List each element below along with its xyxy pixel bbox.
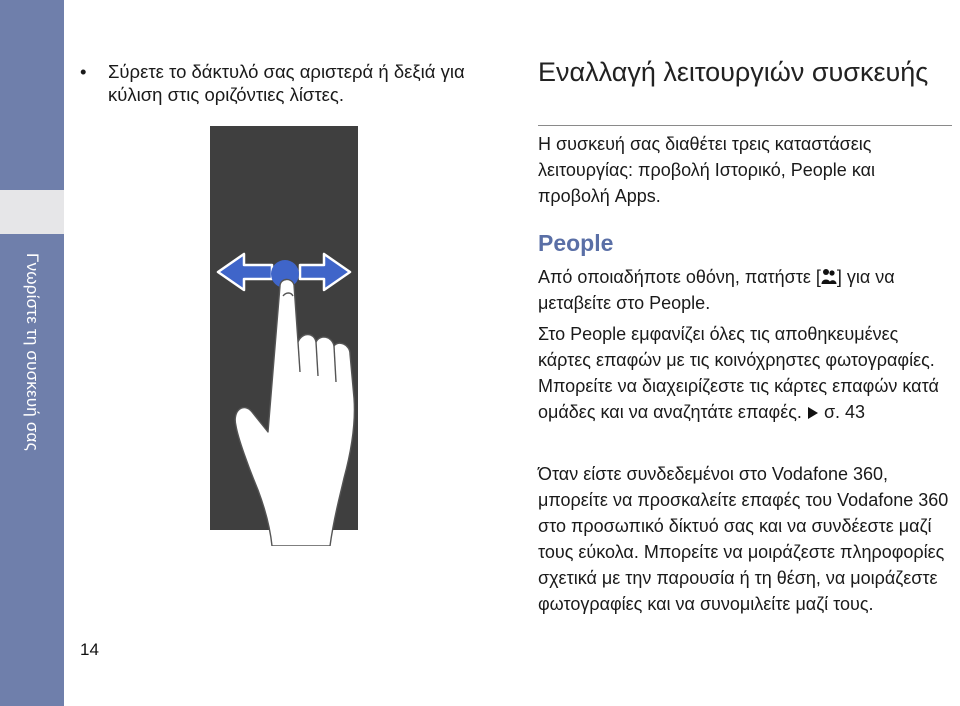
people-description-paragraph [538,321,953,425]
swipe-illustration [210,126,370,546]
people-description-text: Στο People εμφανίζει όλες τις αποθηκευμένες κάρτες επαφών με τις κοινόχρηστες φωτογραφίες. Μπορείτε να διαχειρίζεστε τις κάρτες επαφών κατά ομάδες και να αναζητάτε επαφές. [538,324,939,422]
intro-paragraph: Η συσκευή σας διαθέτει τρεις καταστάσεις λειτουργίας: προβολή Ιστορικό, People και προβολή Apps. [538,134,875,206]
swipe-instruction [80,60,500,106]
people-heading: People [538,230,614,256]
people-open-text-start: Από οποιαδήποτε οθόνη, πατήστε [ [538,267,821,287]
title-divider [538,125,952,126]
left-arrow-icon [218,254,272,290]
people-open-text-end: ] για να μεταβείτε στο People. [538,267,895,313]
section-label: Γνωρίστε τη συσκευή σας [23,253,42,451]
play-arrow-icon [807,406,819,420]
finger-hand-icon [235,279,354,546]
people-open-paragraph [538,264,953,316]
bullet-icon: • [80,61,87,82]
swipe-instruction-text: Σύρετε το δάκτυλό σας αριστερά ή δεξιά για κύλιση στις οριζόντιες λίστες. [108,61,465,105]
page-number: 14 [80,640,99,659]
side-tab [0,0,64,706]
side-tab-marker [0,190,64,234]
page-reference: σ. 43 [823,402,866,422]
page-title: Εναλλαγή λειτουργιών συσκευής [538,57,929,87]
people-icon [821,268,837,285]
vodafone-paragraph: Όταν είστε συνδεδεμένοι στο Vodafone 360, μπορείτε να προσκαλείτε επαφές του Vodafone 360 στο προσωπικό δίκτυό σας και να συνδέεστε μαζί τους εύκολα. Μπορείτε να μοιράζεστε πληροφορίες σχετικά με την παρουσία ή τη θέση, να μοιράζεστε φωτογραφίες και να συνομιλείτε μαζί τους. [538,464,949,614]
right-arrow-icon [300,254,350,290]
